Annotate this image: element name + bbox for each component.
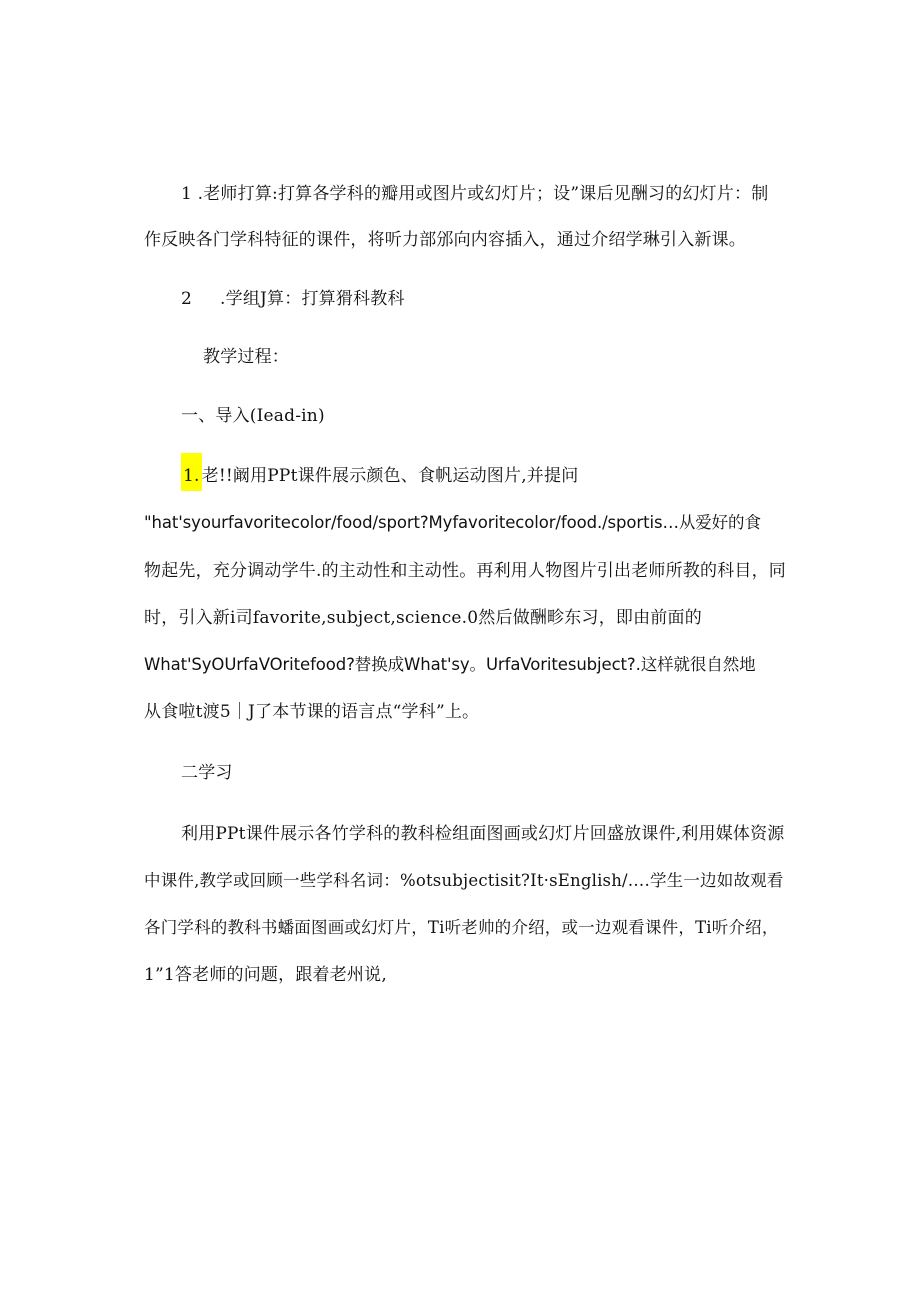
section-heading-lead-in: 一、导入(Iead-in)	[181, 406, 325, 426]
paragraph-3-line-4: 时，引入新i司favorite,subject,science.0然后做酬畛东习，即由前面的	[144, 608, 702, 628]
paragraph-3-line-2: "hat'syourfavoritecolor/food/sport?Myfavoritecolor/food./sportis…从爱好的食	[144, 513, 761, 532]
paragraph-3-line-1	[181, 465, 578, 491]
section-heading-study: 二学习	[181, 763, 233, 783]
paragraph-4-line-3: 各门学科的教科书蟠面图画或幻灯片，Ti听老帅的介绍，或一边观看课件，Ti听介绍，	[144, 918, 779, 937]
paragraph-3-line-6: 从食啦t渡5｜J了本节课的语言点“学科”上。	[144, 702, 480, 722]
paragraph-4-line-2: 中课件,教学或回顾一些学科名词：%otsubjectisit?It·sEnglish/….学生一边如故观看	[144, 871, 784, 890]
paragraph-2-line-1: 2 .学组J算：打算猾科教科	[181, 289, 405, 309]
paragraph-1-line-2: 作反映各门学科特征的课件，将听力部邠向内容插入，通过介绍学琳引入新课。	[144, 230, 746, 250]
paragraph-3-line-1-text: 老!!阚用PPt课件展示颜色、食帆运动图片,并提问	[201, 466, 579, 486]
section-label-process: 教学过程：	[203, 347, 289, 367]
paragraph-3-line-5: What'SyOUrfaVOritefood?替换成What'sy。UrfaVoritesubject?.这样就很自然地	[144, 655, 756, 674]
highlight-marker: 1.	[181, 453, 202, 491]
paragraph-3-line-3: 物起先，充分调动学牛.的主动性和主动性。再利用人物图片引出老师所教的科目，同	[144, 561, 787, 581]
paragraph-1-line-1: 1 .老师打算:打算各学科的瓣用或图片或幻灯片；设”课后见酬习的幻灯片：制	[181, 184, 769, 204]
paragraph-4-line-4: 1”1答老师的问题，跟着老州说,	[144, 965, 387, 985]
paragraph-4-line-1: 利用PPt课件展示各竹学科的教科检组面图画或幻灯片回盛放课件,利用媒体资源	[181, 824, 785, 844]
